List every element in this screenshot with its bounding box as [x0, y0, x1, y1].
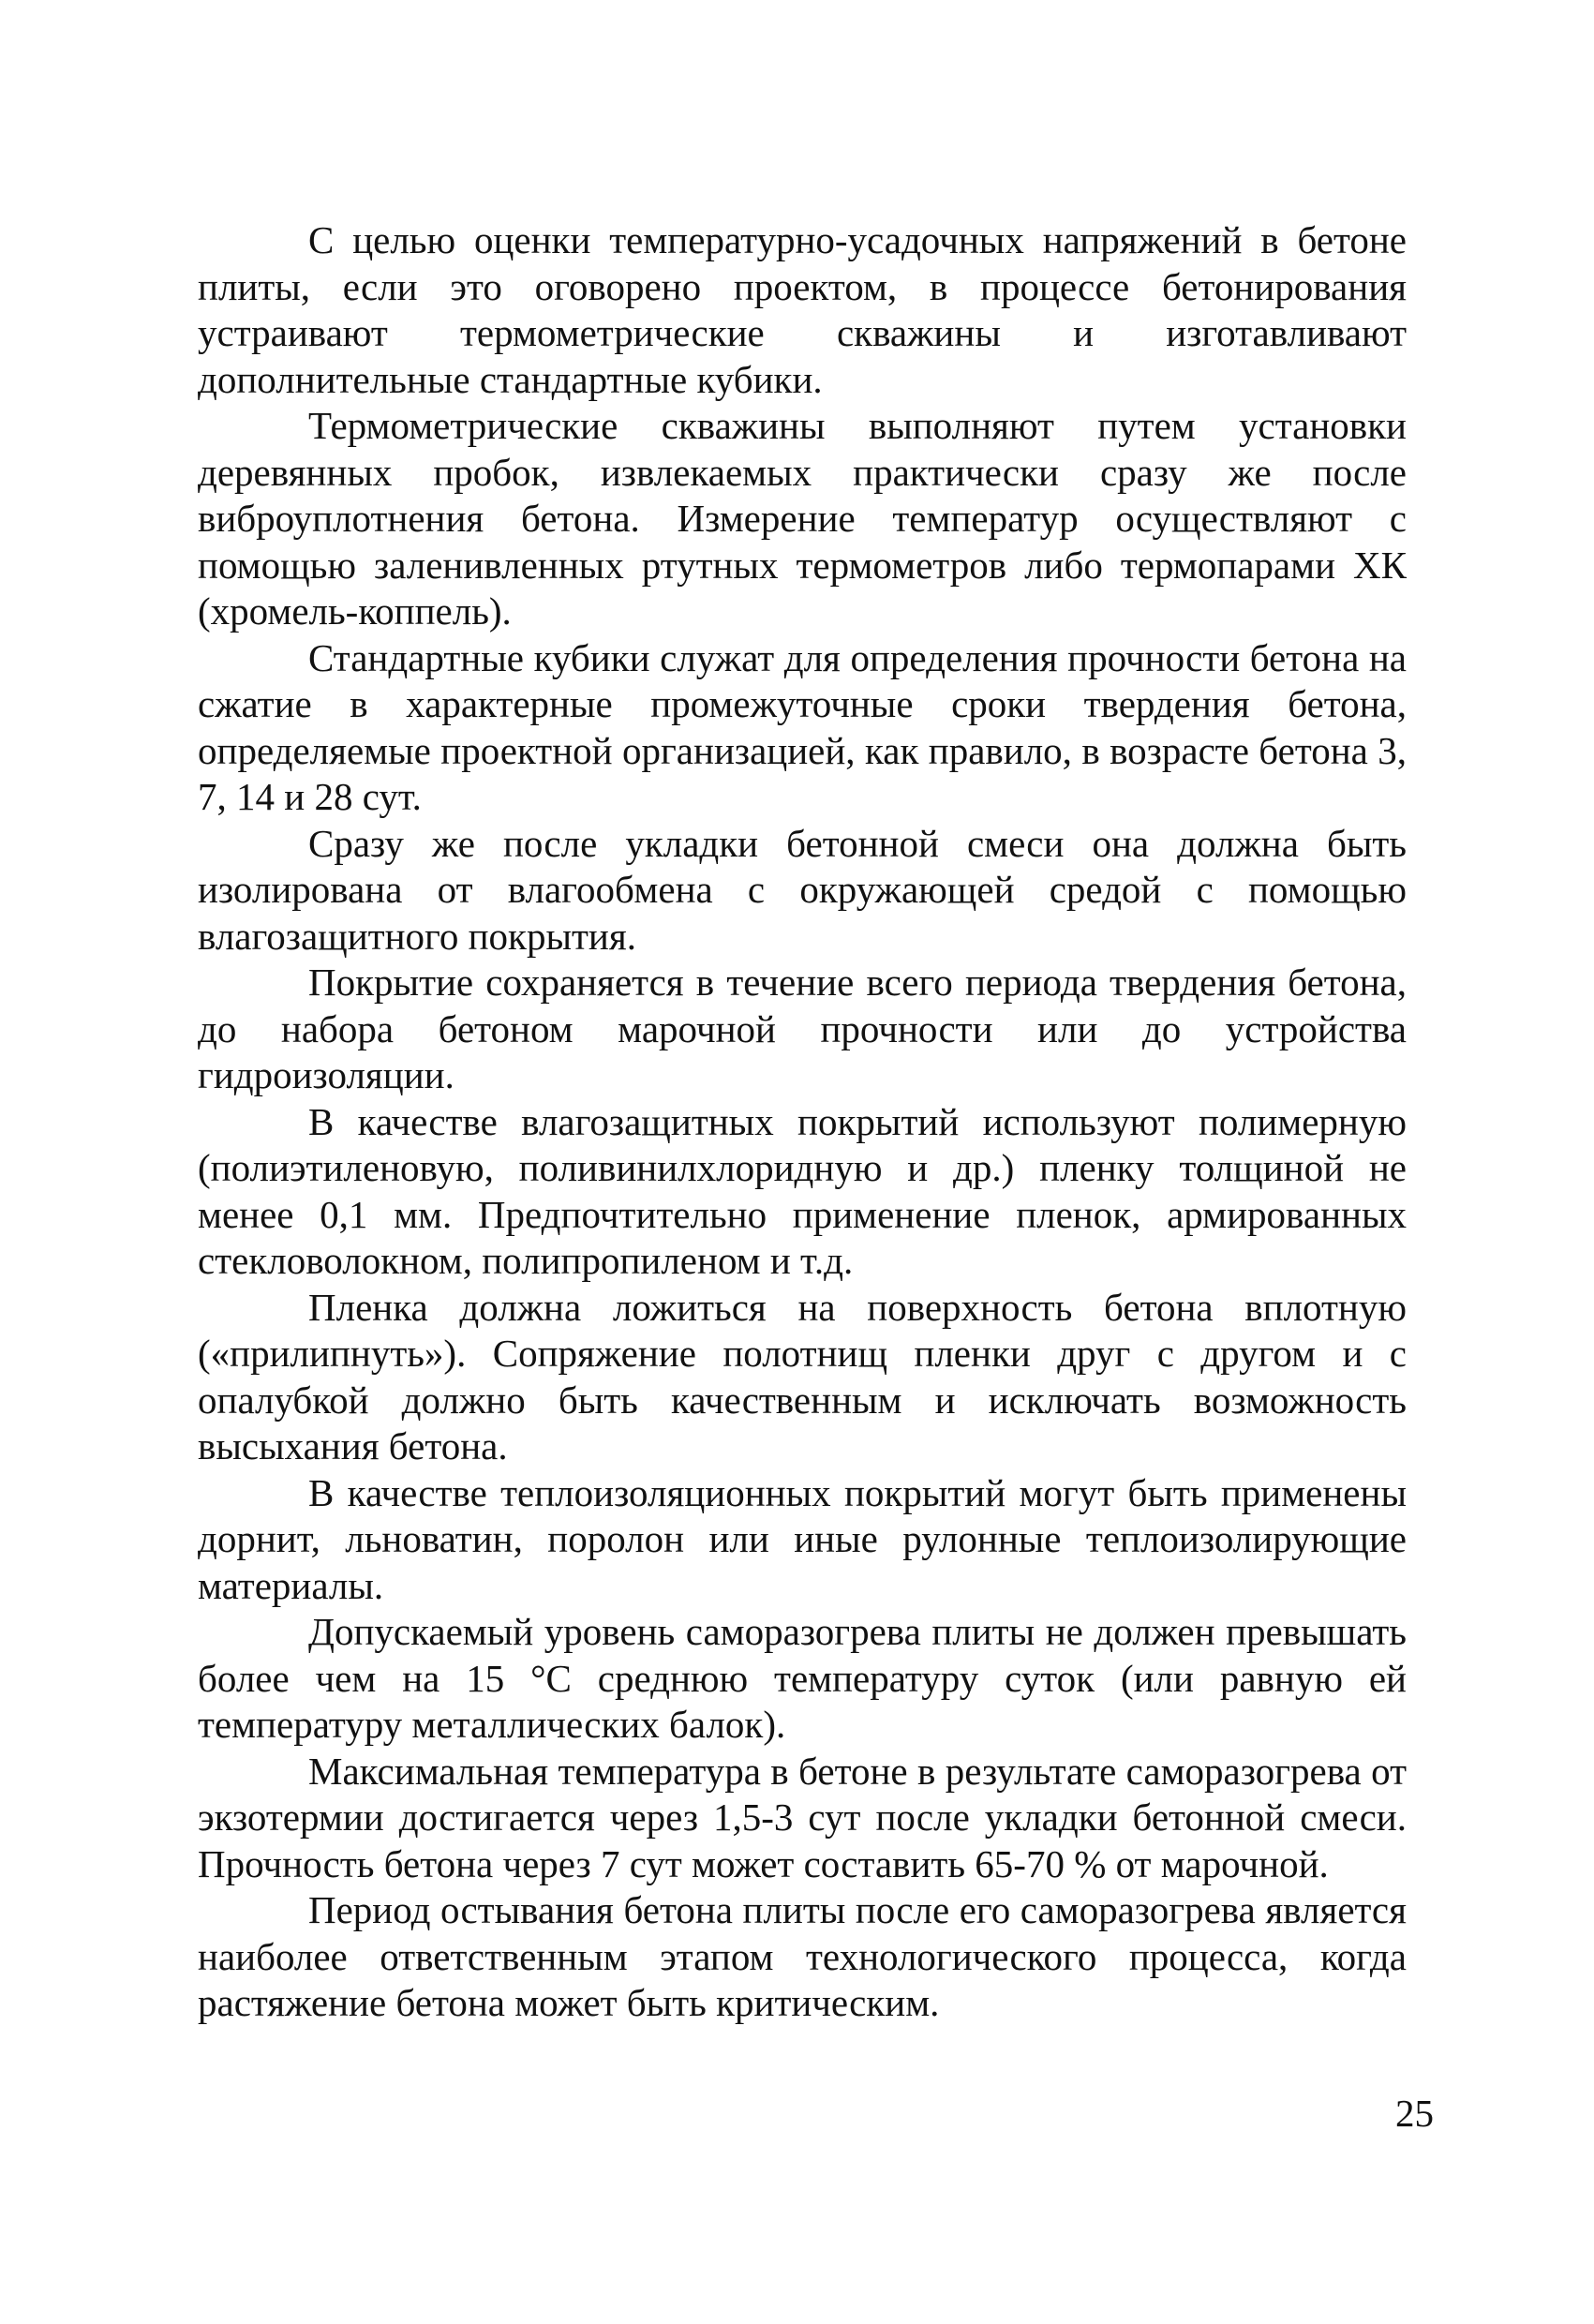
paragraph: Сразу же после укладки бетонной смеси она должна быть изолирована от влагообмена с окружающей средой с помощью влагозащитного покрытия.: [198, 821, 1407, 958]
paragraph: С целью оценки температурно-усадочных напряжений в бетоне плиты, если это оговорено проектом, в процессе бетонирования устраивают термометрические скважины и изготавливают дополнительные стандартные кубики.: [198, 218, 1407, 401]
paragraph: Период остывания бетона плиты после его саморазогрева является наиболее ответственным этапом технологического процесса, когда растяжение бетона может быть критическим.: [198, 1888, 1407, 2024]
paragraph: В качестве теплоизоляционных покрытий могут быть применены дорнит, льноватин, поролон или иные рулонные теплоизолирующие материалы.: [198, 1470, 1407, 1607]
paragraph: Пленка должна ложиться на поверхность бетона вплотную («прилипнуть»). Сопряжение полотнищ пленки друг с другом и с опалубкой должно быть качественным и исключать возможность высыхания бетона.: [198, 1285, 1407, 1467]
page-number: 25: [1395, 2092, 1434, 2135]
paragraph: Стандартные кубики служат для определения прочности бетона на сжатие в характерные промежуточные сроки твердения бетона, определяемые проектной организацией, как правило, в возрасте бетона 3, 7, 14 и 28 сут.: [198, 635, 1407, 818]
paragraph: Термометрические скважины выполняют путем установки деревянных пробок, извлекаемых практически сразу же после виброуплотнения бетона. Измерение температур осуществляют с помощью заленивленных ртутных термометров либо термопарами ХК (хромель-коппель).: [198, 404, 1407, 633]
paragraph: В качестве влагозащитных покрытий используют полимерную (полиэтиленовую, поливинилхлоридную и др.) пленку толщиной не менее 0,1 мм. Предпочтительно применение пленок, армированных стекловолокном, полипропиленом и т.д.: [198, 1099, 1407, 1282]
paragraph: Покрытие сохраняется в течение всего периода твердения бетона, до набора бетоном марочной прочности или до устройства гидроизоляции.: [198, 961, 1407, 1096]
paragraph: Допускаемый уровень саморазогрева плиты не должен превышать более чем на 15 °С среднюю температуру суток (или равную ей температуру металлических балок).: [198, 1610, 1407, 1746]
paragraph: Максимальная температура в бетоне в результате саморазогрева от экзотермии достигается через 1,5-3 сут после укладки бетонной смеси. Прочность бетона через 7 сут может составить 65-70 % от марочной.: [198, 1749, 1407, 1885]
body-text: [198, 217, 1407, 2027]
